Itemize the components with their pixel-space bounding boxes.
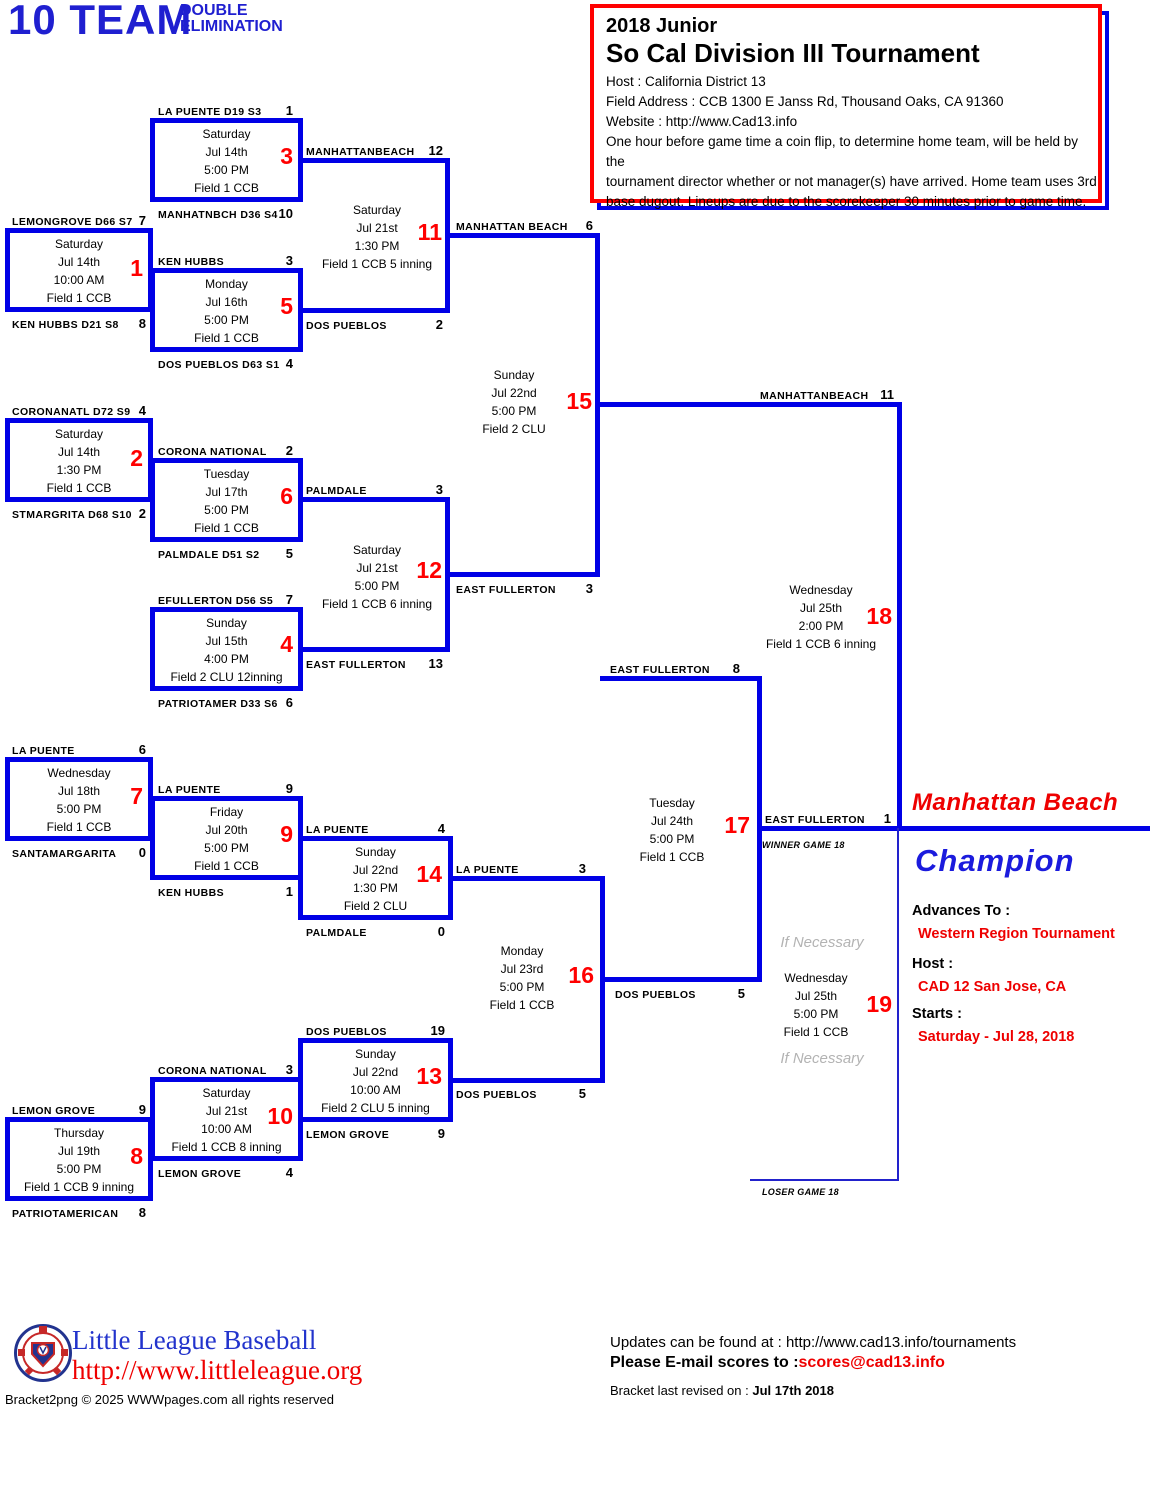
tournament-host: Host : California District 13 bbox=[606, 74, 766, 89]
champion-label: Champion bbox=[915, 843, 1075, 878]
team-slot-g12-bottom: EAST FULLERTON 13 bbox=[306, 656, 443, 671]
game15-winner-line bbox=[600, 402, 902, 407]
game18-bracket-line bbox=[897, 402, 902, 831]
game-16-number: 16 bbox=[568, 962, 594, 988]
team-slot-g7-top: LA PUENTE 6 bbox=[12, 742, 146, 757]
team-slot-g18-top: MANHATTANBEACH 11 bbox=[760, 387, 894, 402]
tournament-note-2: tournament director whether or not manager(s) have arrived. Home team uses 3rd bbox=[606, 174, 1097, 189]
game-17-number: 17 bbox=[724, 812, 750, 838]
little-league-name: Little League Baseball bbox=[72, 1325, 317, 1355]
team-slot-g5-top: KEN HUBBS 3 bbox=[158, 253, 293, 268]
team-slot-g7-bottom: SANTAMARGARITA 0 bbox=[12, 845, 146, 860]
game-15-number: 15 bbox=[566, 388, 592, 414]
game-19-number: 19 bbox=[866, 991, 892, 1017]
tournament-year: 2018 Junior bbox=[606, 15, 718, 37]
info-box bbox=[590, 4, 1102, 209]
little-league-logo bbox=[14, 1324, 72, 1387]
team-slot-g18-bottom: EAST FULLERTON 1 bbox=[765, 811, 891, 826]
updates-link-text[interactable]: Updates can be found at : http://www.cad13.info/tournaments bbox=[610, 1334, 1017, 1351]
revised-label: Bracket last revised on : bbox=[610, 1383, 753, 1398]
game-14-schedule: Sunday Jul 22nd 1:30 PM Field 2 CLU bbox=[343, 845, 408, 913]
loser-game-18-tag: LOSER GAME 18 bbox=[762, 1187, 839, 1197]
game-12-number: 12 bbox=[416, 557, 442, 583]
game12-winner-line bbox=[450, 572, 600, 577]
team-slot-g14-top: LA PUENTE 4 bbox=[306, 821, 445, 836]
game14-winner-line bbox=[450, 876, 605, 881]
team-slot-g13-top: DOS PUEBLOS 19 bbox=[306, 1023, 445, 1038]
game13-winner-line bbox=[450, 1078, 600, 1083]
team-slot-g6-bottom: PALMDALE D51 S2 5 bbox=[158, 546, 293, 561]
game-17-schedule: Tuesday Jul 24th 5:00 PM Field 1 CCB bbox=[639, 796, 705, 864]
team-slot-g16-bottom: DOS PUEBLOS 5 bbox=[456, 1086, 586, 1101]
game5-winner-line bbox=[298, 308, 450, 313]
game-1-schedule: Saturday Jul 14th 10:00 AM Field 1 CCB bbox=[46, 237, 112, 305]
little-league-url[interactable]: http://www.littleleague.org bbox=[72, 1355, 363, 1385]
tournament-website[interactable]: Website : http://www.Cad13.info bbox=[606, 114, 798, 129]
game-5-schedule: Monday Jul 16th 5:00 PM Field 1 CCB bbox=[194, 277, 259, 345]
team-slot-g17-top: EAST FULLERTON 8 bbox=[610, 661, 740, 676]
game6-winner-line bbox=[298, 497, 450, 502]
region-starts-value: Saturday - Jul 28, 2018 bbox=[918, 1029, 1075, 1045]
team-slot-g15-top: MANHATTAN BEACH 6 bbox=[456, 218, 593, 233]
team-slot-g15-bottom: EAST FULLERTON 3 bbox=[456, 581, 593, 596]
team-slot-g3-bottom: MANHATNBCH D36 S4 10 bbox=[158, 206, 293, 221]
game-8-schedule: Thursday Jul 19th 5:00 PM Field 1 CCB 9 inning bbox=[23, 1126, 135, 1194]
game-19-schedule: Wednesday Jul 25th 5:00 PM Field 1 CCB bbox=[783, 971, 849, 1039]
game-4-number: 4 bbox=[280, 631, 293, 657]
game-11-number: 11 bbox=[417, 219, 442, 245]
region-host-label: Host : bbox=[912, 956, 954, 972]
game-7-schedule: Wednesday Jul 18th 5:00 PM Field 1 CCB bbox=[46, 766, 112, 834]
game-10-schedule: Saturday Jul 21st 10:00 AM Field 1 CCB 8 inning bbox=[171, 1086, 282, 1154]
game-11-schedule: Saturday Jul 21st 1:30 PM Field 1 CCB 5 inning bbox=[321, 203, 433, 271]
team-slot-g3-top: LA PUENTE D19 S3 1 bbox=[158, 103, 293, 118]
game3-winner-line bbox=[298, 158, 450, 163]
game-5-number: 5 bbox=[280, 293, 293, 319]
game-2-schedule: Saturday Jul 14th 1:30 PM Field 1 CCB bbox=[46, 427, 112, 495]
game-6-schedule: Tuesday Jul 17th 5:00 PM Field 1 CCB bbox=[194, 467, 259, 535]
game-4-schedule: Sunday Jul 15th 4:00 PM Field 2 CLU 12inning bbox=[170, 616, 283, 684]
team-slot-g11-top: MANHATTANBEACH 12 bbox=[306, 143, 443, 158]
team-slot-g4-bottom: PATRIOTAMER D33 S6 6 bbox=[158, 695, 293, 710]
game-12-schedule: Saturday Jul 21st 5:00 PM Field 1 CCB 6 inning bbox=[321, 543, 433, 611]
team-slot-g12-top: PALMDALE 3 bbox=[306, 482, 443, 497]
winner-game-18-tag: WINNER GAME 18 bbox=[762, 840, 845, 850]
game19-bracket-line bbox=[897, 828, 899, 1180]
team-slot-g1-bottom: KEN HUBBS D21 S8 8 bbox=[12, 316, 146, 331]
team-slot-g1-top: LEMONGROVE D66 S7 7 bbox=[12, 213, 146, 228]
team-slot-g16-top: LA PUENTE 3 bbox=[456, 861, 586, 876]
team-slot-g4-top: EFULLERTON D56 S5 7 bbox=[158, 592, 293, 607]
tournament-note-3: base dugout. Lineups are due to the scorekeeper 30 minutes prior to game time. bbox=[606, 194, 1087, 209]
game16-winner-line bbox=[605, 977, 762, 982]
team-slot-g13-bottom: LEMON GROVE 9 bbox=[306, 1126, 445, 1141]
team-slot-g9-bottom: KEN HUBBS 1 bbox=[158, 884, 293, 899]
copyright-text: Bracket2png © 2025 WWWpages.com all rights reserved bbox=[5, 1392, 334, 1407]
team-slot-g8-bottom: PATRIOTAMERICAN 8 bbox=[12, 1205, 146, 1220]
game-13-number: 13 bbox=[416, 1063, 442, 1089]
game-18-number: 18 bbox=[866, 603, 892, 629]
advances-to-label: Advances To : bbox=[912, 903, 1011, 919]
game-14-number: 14 bbox=[416, 861, 442, 887]
game-6-number: 6 bbox=[280, 483, 293, 509]
game-15-schedule: Sunday Jul 22nd 5:00 PM Field 2 CLU bbox=[482, 368, 546, 436]
game19-loser-feed-line bbox=[750, 1179, 899, 1181]
email-scores-line bbox=[610, 1354, 945, 1372]
page-subtitle bbox=[180, 3, 283, 35]
region-starts-label: Starts : bbox=[912, 1006, 962, 1022]
game17-top-feed-line bbox=[600, 676, 762, 681]
email-scores-label: Please E-mail scores to : bbox=[610, 1354, 799, 1371]
tournament-field-address: Field Address : CCB 1300 E Janss Rd, Thousand Oaks, CA 91360 bbox=[606, 94, 1004, 109]
game-7-number: 7 bbox=[130, 783, 143, 809]
game-9-schedule: Friday Jul 20th 5:00 PM Field 1 CCB bbox=[194, 805, 259, 873]
team-slot-g5-bottom: DOS PUEBLOS D63 S1 4 bbox=[158, 356, 293, 371]
team-slot-g10-top: CORONA NATIONAL 3 bbox=[158, 1062, 293, 1077]
tournament-title: So Cal Division III Tournament bbox=[606, 38, 980, 68]
team-slot-g9-top: LA PUENTE 9 bbox=[158, 781, 293, 796]
tournament-note-1: One hour before game time a coin flip, to determine home team, will be held by the bbox=[606, 134, 1078, 169]
if-necessary-note-top: If Necessary bbox=[780, 934, 864, 951]
game-9-number: 9 bbox=[280, 821, 293, 847]
game-13-schedule: Sunday Jul 22nd 10:00 AM Field 2 CLU 5 inning bbox=[321, 1047, 430, 1115]
page-title: 10 TEAM bbox=[8, 0, 193, 43]
champion-line bbox=[757, 826, 1150, 831]
subtitle-line1: DOUBLE bbox=[180, 2, 248, 19]
game-1-number: 1 bbox=[130, 255, 143, 281]
game4-winner-line bbox=[298, 647, 450, 652]
game-3-schedule: Saturday Jul 14th 5:00 PM Field 1 CCB bbox=[194, 127, 259, 195]
revised-date: Jul 17th 2018 bbox=[752, 1383, 834, 1398]
if-necessary-note-bottom: If Necessary bbox=[780, 1050, 864, 1067]
team-slot-g8-top: LEMON GROVE 9 bbox=[12, 1102, 146, 1117]
game-8-number: 8 bbox=[130, 1143, 143, 1169]
game11-winner-line bbox=[450, 233, 600, 238]
team-slot-g11-bottom: DOS PUEBLOS 2 bbox=[306, 317, 443, 332]
game-3-number: 3 bbox=[280, 143, 293, 169]
advances-to-value: Western Region Tournament bbox=[918, 926, 1115, 942]
game-16-schedule: Monday Jul 23rd 5:00 PM Field 1 CCB bbox=[489, 944, 555, 1012]
team-slot-g2-bottom: STMARGRITA D68 S10 2 bbox=[12, 506, 146, 521]
email-scores-address[interactable]: scores@cad13.info bbox=[798, 1354, 945, 1371]
champion-team-name: Manhattan Beach bbox=[912, 789, 1119, 816]
revised-line bbox=[610, 1383, 834, 1398]
game-18-schedule: Wednesday Jul 25th 2:00 PM Field 1 CCB 6 inning bbox=[765, 583, 877, 651]
team-slot-g6-top: CORONA NATIONAL 2 bbox=[158, 443, 293, 458]
team-slot-g10-bottom: LEMON GROVE 4 bbox=[158, 1165, 293, 1180]
little-league-logo-icon bbox=[14, 1324, 72, 1382]
team-slot-g17-bottom: DOS PUEBLOS 5 bbox=[615, 986, 745, 1001]
game-2-number: 2 bbox=[130, 445, 143, 471]
subtitle-line2: ELIMINATION bbox=[180, 18, 283, 35]
game-10-number: 10 bbox=[267, 1103, 293, 1129]
team-slot-g14-bottom: PALMDALE 0 bbox=[306, 924, 445, 939]
region-host-value: CAD 12 San Jose, CA bbox=[918, 979, 1067, 995]
team-slot-g2-top: CORONANATL D72 S9 4 bbox=[12, 403, 146, 418]
